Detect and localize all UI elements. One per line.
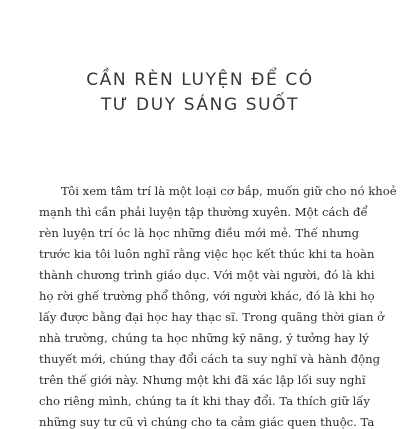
body-line: những suy tư cũ vì chúng cho ta cảm giác quen thuộc. Ta <box>39 415 375 429</box>
body-line: họ rời ghế trường phổ thông, với người khác, đó là khi họ <box>39 289 375 303</box>
chapter-title-line-2: TƯ DUY SÁNG SUỐT <box>100 95 300 115</box>
body-line: Tôi xem tâm trí là một loại cơ bắp, muốn giữ cho nó khoẻ <box>61 184 397 198</box>
body-line: cho riêng mình, chúng ta ít khi thay đổi. Ta thích giữ lấy <box>39 394 370 408</box>
body-line: nhà trường, chúng ta học những kỹ năng, ý tưởng hay lý <box>39 331 369 345</box>
body-line: trên thế giới này. Nhưng một khi đã xác lập lối suy nghĩ <box>39 373 366 387</box>
chapter-title-line-1: CẦN RÈN LUYỆN ĐỂ CÓ <box>86 70 314 90</box>
body-line: rèn luyện trí óc là học những điều mới mẻ. Thế nhưng <box>39 226 359 240</box>
body-line: thành chương trình giáo dục. Với một vài người, đó là khi <box>39 268 375 282</box>
body-line: mạnh thì cần phải luyện tập thường xuyên. Một cách để <box>39 205 368 219</box>
body-line: thuyết mới, chúng thay đổi cách ta suy nghĩ và hành động <box>39 352 380 366</box>
body-line: lấy được bằng đại học hay thạc sĩ. Trong quãng thời gian ở <box>39 310 385 324</box>
body-line: trước kia tôi luôn nghĩ rằng việc học kết thúc khi ta hoàn <box>39 247 375 261</box>
